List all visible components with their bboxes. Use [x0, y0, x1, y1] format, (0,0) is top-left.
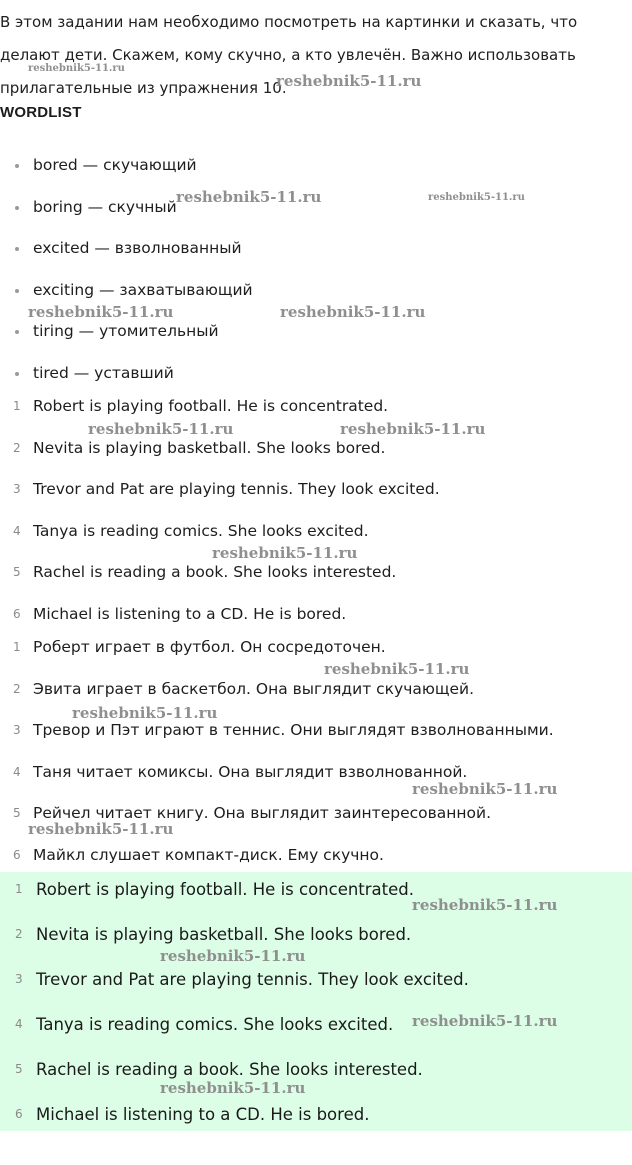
watermark: reshebnik5-11.ru: [280, 303, 426, 321]
item-number: 5: [13, 806, 21, 821]
item-number: 3: [13, 723, 21, 738]
answer-text: Tanya is reading comics. She looks excited.: [36, 1015, 394, 1034]
sentence-text: Rachel is reading a book. She looks interested.: [33, 563, 397, 582]
watermark: reshebnik5-11.ru: [160, 1079, 306, 1097]
answer-item: [0, 1007, 469, 1052]
sentence-text: Tanya is reading comics. She looks excited.: [33, 521, 369, 540]
sentence-text: Роберт играет в футбол. Он сосредоточен.: [33, 638, 386, 656]
watermark: reshebnik5-11.ru: [412, 896, 558, 914]
item-number: 2: [15, 927, 23, 941]
answer-text: Michael is listening to a CD. He is bored.: [36, 1105, 370, 1124]
item-number: 2: [13, 681, 21, 696]
wordlist: [0, 145, 253, 395]
sentence-item: [0, 627, 554, 669]
sentence-text: Таня читает комиксы. Она выглядит взволнованной.: [33, 762, 468, 781]
watermark: reshebnik5-11.ru: [28, 303, 174, 321]
sentence-text: Michael is listening to a CD. He is bored.: [33, 604, 347, 623]
watermark: reshebnik5-11.ru: [412, 1012, 558, 1030]
bullet-icon: [15, 164, 19, 168]
sentence-item: [0, 469, 440, 511]
wordlist-item: tired — уставший: [0, 353, 253, 395]
sentence-text: Эвита играет в баскетбол. Она выглядит скучающей.: [33, 679, 475, 698]
watermark: reshebnik5-11.ru: [88, 420, 234, 438]
item-number: 3: [13, 482, 21, 497]
watermark: reshebnik5-11.ru: [276, 72, 422, 90]
answer-text: Nevita is playing basketball. She looks bored.: [36, 925, 412, 944]
intro-paragraph: В этом задании нам необходимо посмотреть на картинки и сказать, что делают дети. Скажем, кому скучно, а кто увлечён. Важно использовать прилагательные из упражнения 10.: [0, 13, 578, 97]
item-number: 4: [13, 764, 21, 779]
answer-sentence-list: [0, 872, 469, 1142]
sentence-text: Nevita is playing basketball. She looks bored.: [33, 438, 386, 457]
bullet-icon: [15, 206, 19, 210]
item-number: 6: [13, 847, 21, 862]
answer-item: [0, 962, 469, 1007]
item-number: 5: [15, 1062, 23, 1076]
sentence-text: Рейчел читает книгу. Она выглядит заинтересованной.: [33, 804, 492, 823]
item-number: 2: [13, 440, 21, 455]
watermark: reshebnik5-11.ru: [340, 420, 486, 438]
item-number: 4: [15, 1017, 23, 1031]
wordlist-item: tiring — утомительный: [0, 311, 253, 353]
answer-text: Trevor and Pat are playing tennis. They look excited.: [36, 970, 469, 989]
sentence-text: Тревор и Пэт играют в теннис. Они выглядят взволнованными.: [33, 721, 554, 740]
answer-item: [0, 1097, 469, 1142]
bullet-icon: [15, 330, 19, 334]
item-number: 6: [13, 606, 21, 621]
sentence-text: Trevor and Pat are playing tennis. They look excited.: [33, 480, 440, 499]
answer-item: [0, 872, 469, 917]
sentence-text: Robert is playing football. He is concentrated.: [33, 397, 389, 415]
watermark: reshebnik5-11.ru: [28, 63, 125, 74]
item-number: 4: [13, 523, 21, 538]
russian-sentence-list: [0, 627, 554, 877]
watermark: reshebnik5-11.ru: [28, 820, 174, 838]
watermark: reshebnik5-11.ru: [324, 660, 470, 678]
watermark: reshebnik5-11.ru: [212, 544, 358, 562]
answer-text: Robert is playing football. He is concentrated.: [36, 880, 415, 899]
answer-text: Rachel is reading a book. She looks interested.: [36, 1060, 423, 1079]
item-number: 1: [13, 640, 21, 654]
sentence-text: Майкл слушает компакт-диск. Ему скучно.: [33, 845, 384, 864]
bullet-icon: [15, 247, 19, 251]
item-number: 1: [13, 399, 21, 413]
watermark: reshebnik5-11.ru: [412, 780, 558, 798]
wordlist-item: exciting — захватывающий: [0, 270, 253, 312]
bullet-icon: [15, 372, 19, 376]
sentence-item: [0, 835, 554, 877]
wordlist-item: bored — скучающий: [0, 145, 253, 187]
item-number: 6: [15, 1107, 23, 1121]
wordlist-item: boring — скучный: [0, 187, 253, 229]
watermark: reshebnik5-11.ru: [160, 947, 306, 965]
item-number: 3: [15, 972, 23, 986]
bullet-icon: [15, 289, 19, 293]
item-number: 1: [15, 882, 23, 896]
watermark: reshebnik5-11.ru: [176, 188, 322, 206]
watermark: reshebnik5-11.ru: [72, 704, 218, 722]
wordlist-item: excited — взволнованный: [0, 228, 253, 270]
wordlist-heading: WORDLIST: [0, 104, 82, 121]
watermark: reshebnik5-11.ru: [428, 192, 525, 203]
item-number: 5: [13, 565, 21, 580]
